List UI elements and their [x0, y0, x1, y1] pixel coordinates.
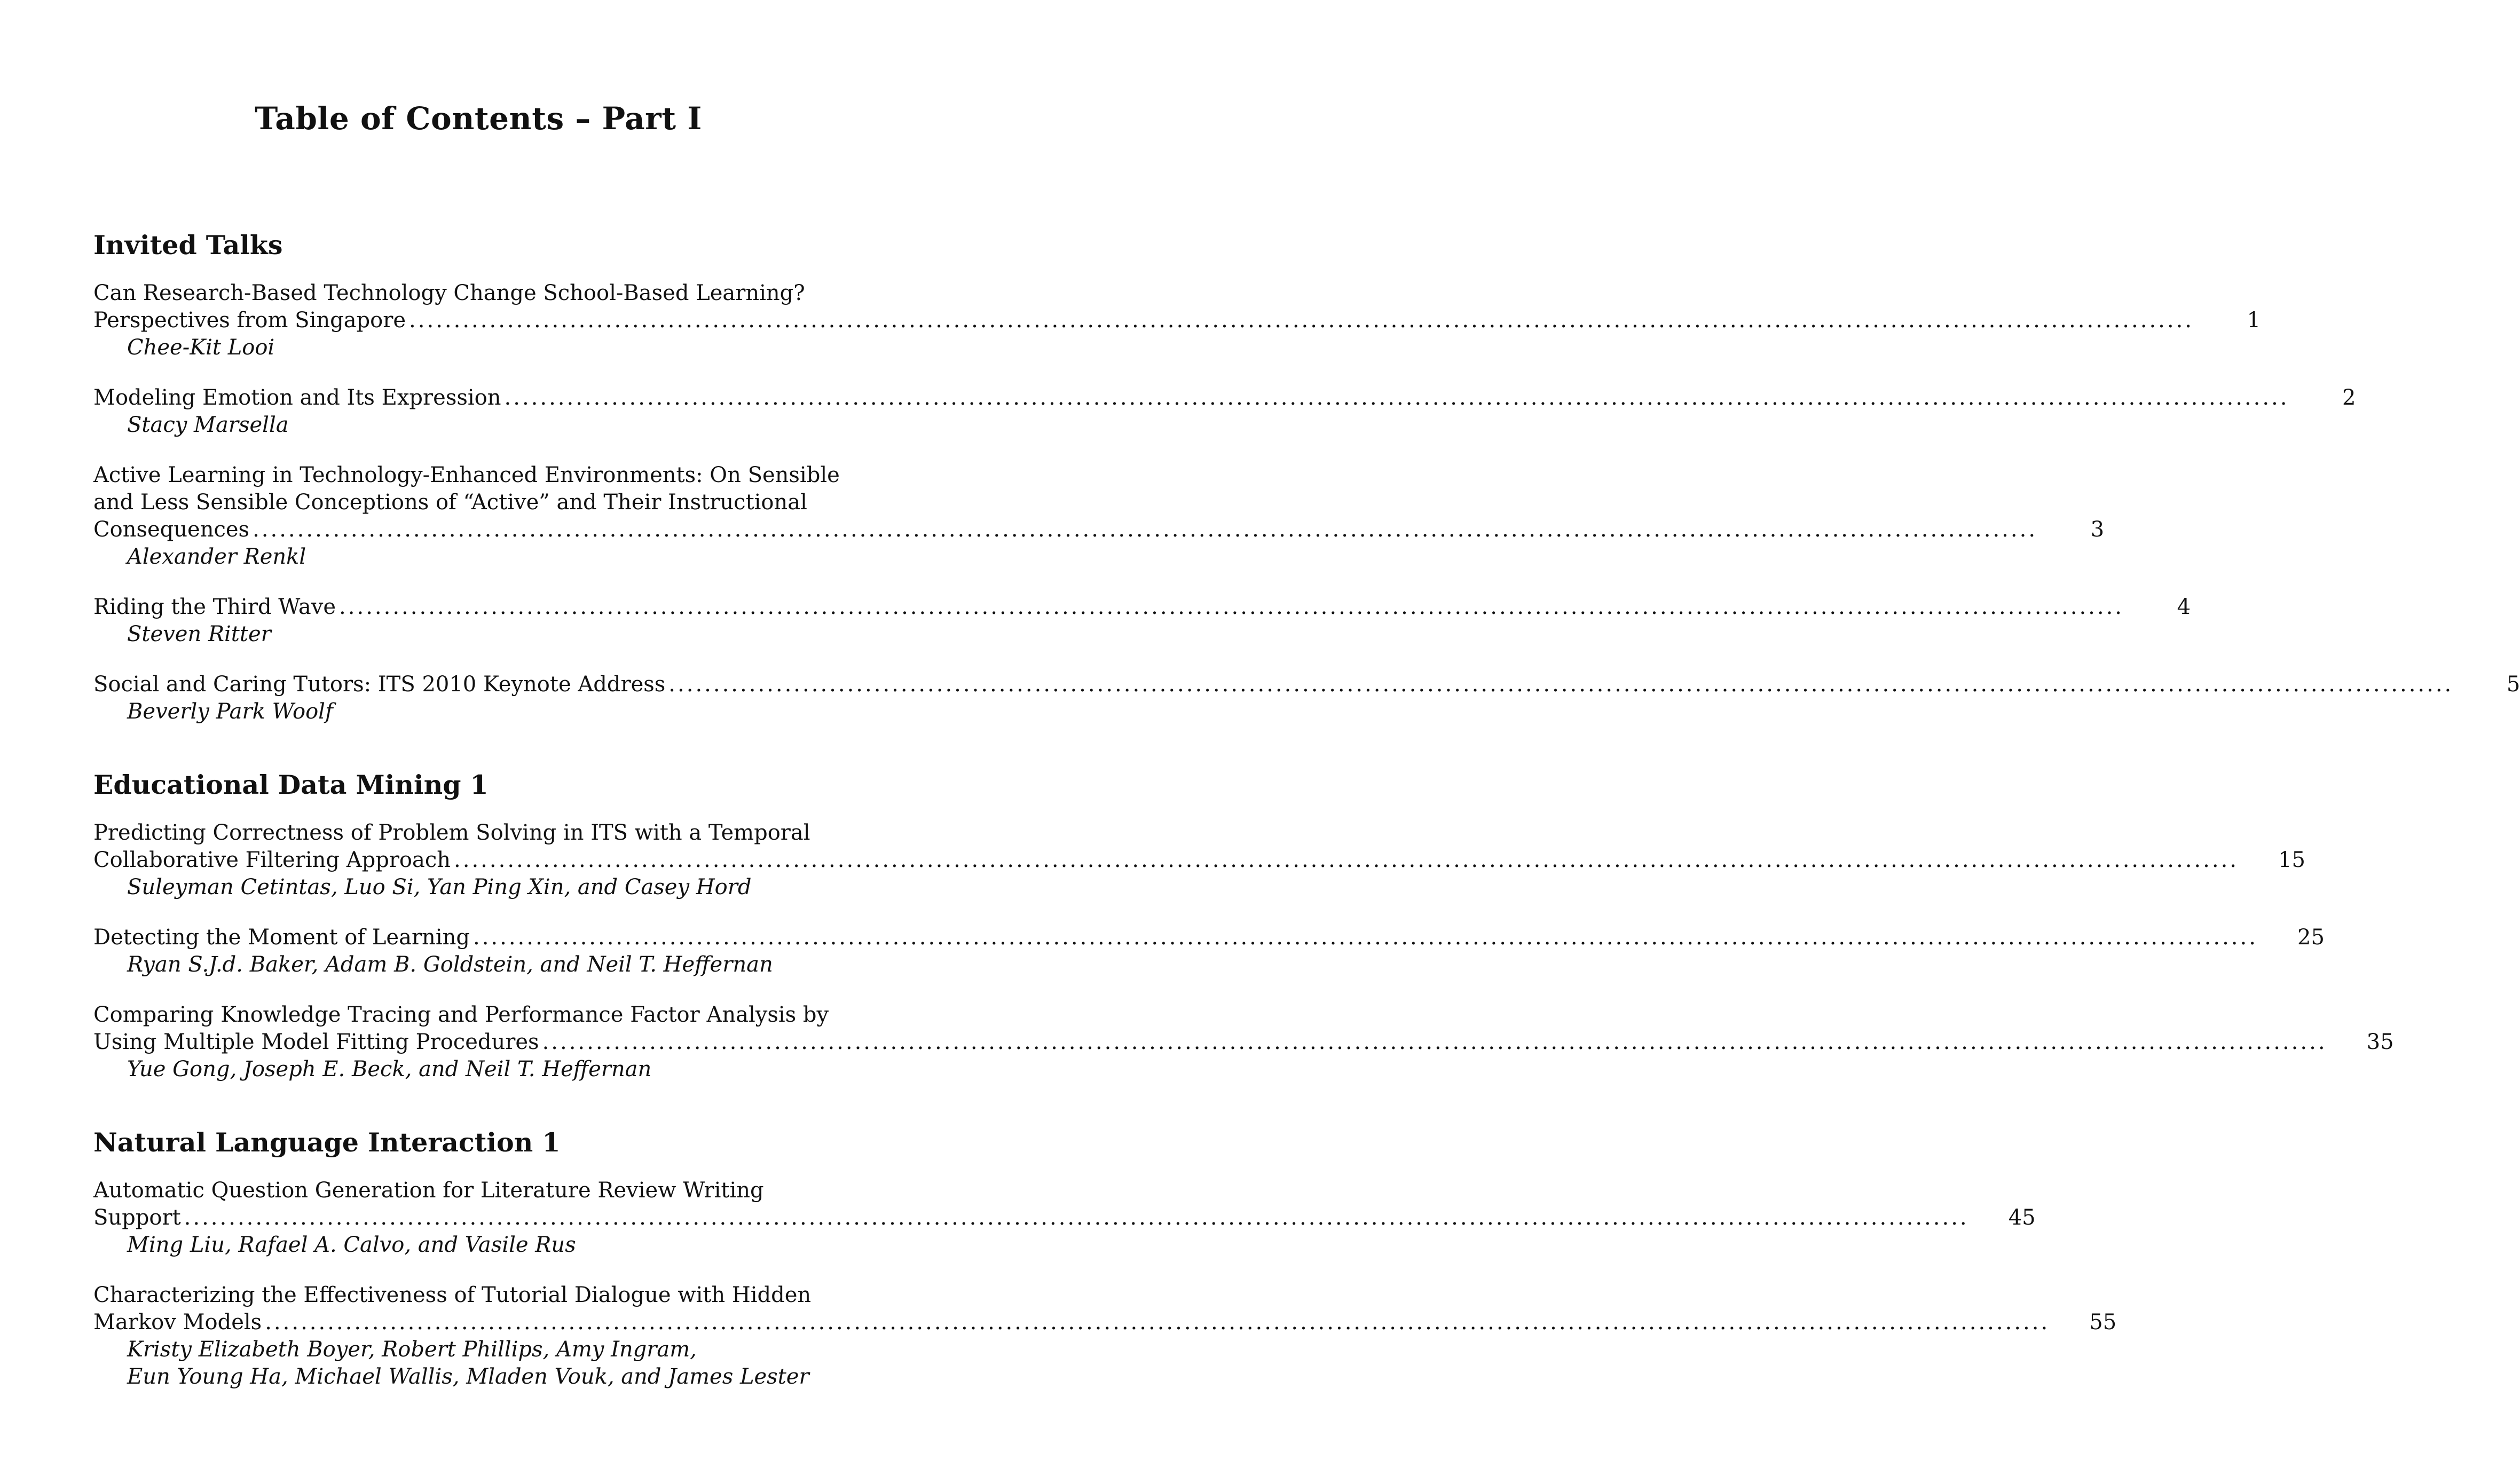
toc-entry[interactable] [93, 819, 2305, 901]
entry-authors: Ryan S.J.d. Baker, Adam B. Goldstein, and Neil T. Heffernan [127, 952, 773, 977]
entry-title-line: and Less Sensible Conceptions of “Active” and Their Instructional [93, 490, 807, 515]
entry-authors: Stacy Marsella [127, 413, 289, 437]
toc-entry[interactable] [93, 384, 2356, 439]
entry-title-line: Detecting the Moment of Learning [93, 925, 470, 950]
dot-leader: ........................................................................................................................................................................................................ [339, 595, 2124, 619]
entry-title-line: Modeling Emotion and Its Expression [93, 385, 501, 410]
toc-entry[interactable] [93, 1001, 2394, 1083]
section-title: Invited Talks [93, 230, 283, 261]
entry-authors: Kristy Elizabeth Boyer, Robert Phillips, Amy Ingram, [127, 1337, 697, 1362]
dot-leader: ........................................................................................................................................................................................................ [184, 1205, 1969, 1230]
section-title: Natural Language Interaction 1 [93, 1127, 561, 1158]
page-number: 25 [2297, 925, 2325, 950]
entry-title-row [93, 1029, 2394, 1056]
entry-title-line: Automatic Question Generation for Literature Review Writing [93, 1178, 764, 1203]
dot-leader: ........................................................................................................................................................................................................ [668, 672, 2454, 697]
entry-authors: Beverly Park Woolf [127, 699, 333, 724]
entry-title-row [93, 847, 2305, 874]
entry-authors: Suleyman Cetintas, Luo Si, Yan Ping Xin, and Casey Hord [127, 875, 752, 899]
section-title: Educational Data Mining 1 [93, 769, 489, 800]
page-number: 5 [2506, 672, 2520, 697]
page-number: 55 [2089, 1310, 2117, 1335]
dot-leader: ........................................................................................................................................................................................................ [504, 385, 2289, 410]
page-number: 2 [2342, 385, 2356, 410]
toc-content [93, 230, 2520, 1434]
toc-entry[interactable] [93, 280, 2261, 361]
entry-title-line: Riding the Third Wave [93, 595, 336, 619]
entry-title-line: Support [93, 1205, 181, 1230]
entry-authors: Alexander Renkl [127, 544, 306, 569]
entry-title-row [93, 594, 2191, 621]
page-number: 1 [2247, 308, 2261, 333]
entry-authors: Chee-Kit Looi [127, 335, 275, 360]
toc-entry[interactable] [93, 594, 2191, 648]
dot-leader: ........................................................................................................................................................................................................ [253, 517, 2038, 542]
page-number: 4 [2177, 595, 2191, 619]
entry-title-row [93, 307, 2261, 334]
entry-title-row [93, 1204, 2036, 1232]
toc-section [93, 1127, 2117, 1391]
entry-title-row [93, 924, 2325, 951]
entry-title-line: Active Learning in Technology-Enhanced Environments: On Sensible [93, 463, 840, 487]
dot-leader: ........................................................................................................................................................................................................ [542, 1030, 2327, 1054]
entry-authors: Steven Ritter [127, 622, 271, 646]
entry-title-line: Collaborative Filtering Approach [93, 848, 451, 872]
entry-title-line: Using Multiple Model Fitting Procedures [93, 1030, 539, 1054]
toc-entry[interactable] [93, 462, 2105, 571]
dot-leader: ........................................................................................................................................................................................................ [454, 848, 2239, 872]
page-title: Table of Contents – Part I [255, 100, 702, 137]
entry-title-line: Social and Caring Tutors: ITS 2010 Keynote Address [93, 672, 666, 697]
dot-leader: ........................................................................................................................................................................................................ [409, 308, 2194, 333]
entry-title-line: Can Research-Based Technology Change School-Based Learning? [93, 281, 805, 305]
entry-authors: Eun Young Ha, Michael Wallis, Mladen Vouk, and James Lester [127, 1364, 809, 1389]
entry-title-row [93, 671, 2520, 698]
toc-entry[interactable] [93, 671, 2520, 725]
entry-title-line: Markov Models [93, 1310, 262, 1335]
page-number: 3 [2090, 517, 2105, 542]
dot-leader: ........................................................................................................................................................................................................ [265, 1310, 2050, 1335]
entry-title-line: Characterizing the Effectiveness of Tutorial Dialogue with Hidden [93, 1283, 812, 1307]
toc-entry[interactable] [93, 924, 2325, 978]
toc-entry[interactable] [93, 1282, 2117, 1391]
entry-title-line: Predicting Correctness of Problem Solving in ITS with a Temporal [93, 820, 810, 845]
page-number: 15 [2278, 848, 2305, 872]
entry-authors: Yue Gong, Joseph E. Beck, and Neil T. Heffernan [127, 1057, 652, 1082]
entry-title-line: Perspectives from Singapore [93, 308, 406, 333]
page-number: 45 [2008, 1205, 2036, 1230]
toc-section [93, 230, 2520, 725]
entry-title-line: Consequences [93, 517, 250, 542]
toc-section [93, 769, 2394, 1083]
page-number: 35 [2366, 1030, 2394, 1054]
entry-title-row [93, 1309, 2117, 1336]
entry-title-row [93, 516, 2105, 543]
dot-leader: ........................................................................................................................................................................................................ [472, 925, 2258, 950]
entry-authors: Ming Liu, Rafael A. Calvo, and Vasile Rus [127, 1233, 576, 1257]
entry-title-row [93, 384, 2356, 412]
entry-title-line: Comparing Knowledge Tracing and Performance Factor Analysis by [93, 1003, 829, 1027]
toc-entry[interactable] [93, 1177, 2036, 1259]
